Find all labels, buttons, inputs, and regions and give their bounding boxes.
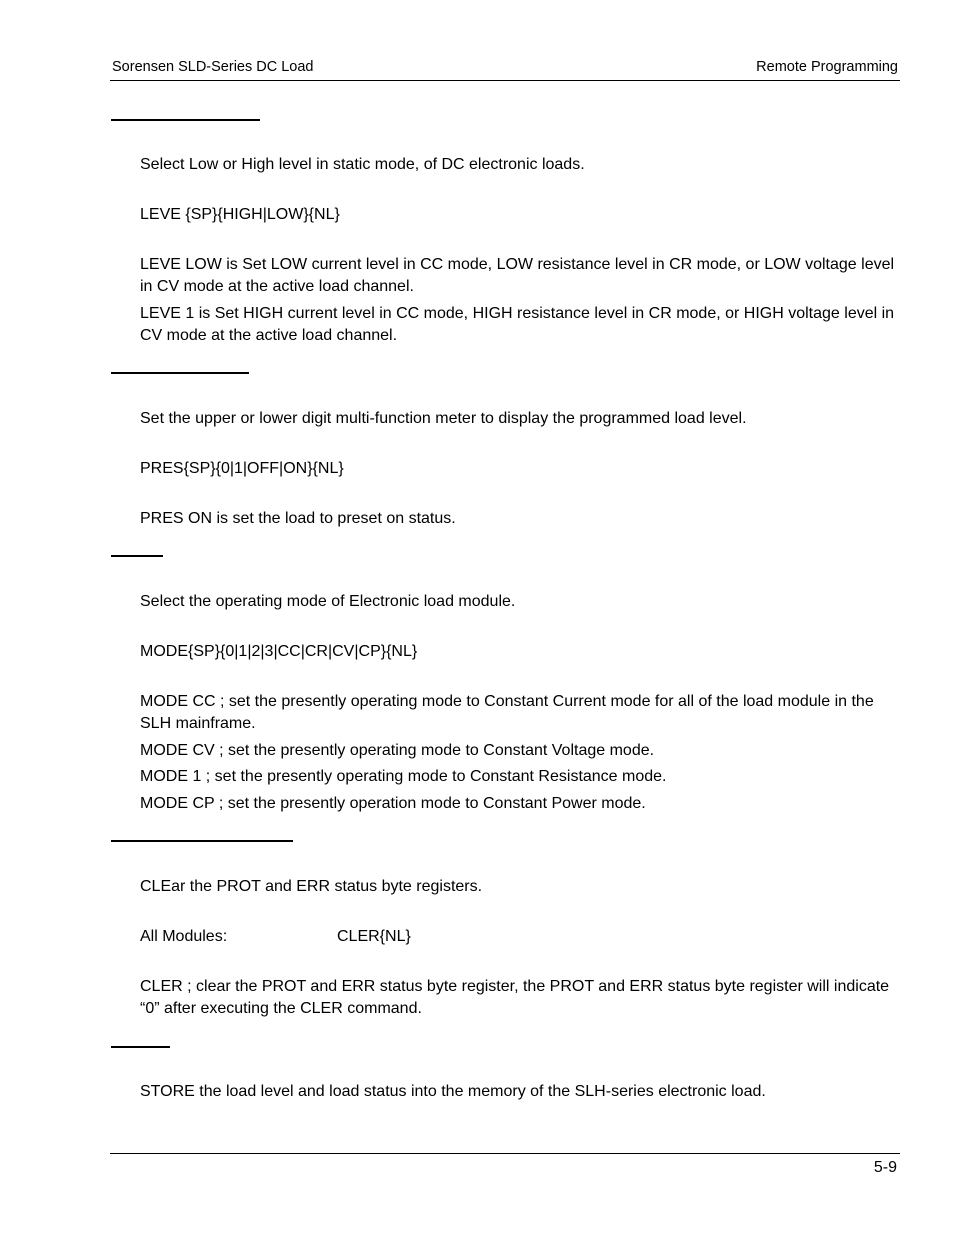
syntax-text: PRES{SP}{0|1|OFF|ON}{NL}: [140, 460, 344, 477]
purpose-text: CLEar the PROT and ERR status byte registers.: [140, 878, 483, 895]
purpose-text: Select the operating mode of Electronic load module.: [140, 593, 516, 610]
footer-rule: [110, 1153, 900, 1154]
section-heading-underline: [111, 1046, 170, 1048]
purpose-text: Select Low or High level in static mode, of DC electronic loads.: [140, 156, 585, 173]
syntax-text: MODE{SP}{0|1|2|3|CC|CR|CV|CP}{NL}: [140, 643, 418, 660]
header-rule: [110, 80, 900, 81]
description-text: LEVE 1 is Set HIGH current level in CC mode, HIGH resistance level in CR mode, or HIGH voltage level in CV mode at the active load channel.: [140, 305, 895, 344]
page-number: 5-9: [873, 1159, 897, 1176]
purpose-text: Set the upper or lower digit multi-function meter to display the programmed load level.: [140, 410, 747, 427]
purpose-text: STORE the load level and load status into the memory of the SLH-series electronic load.: [140, 1083, 766, 1100]
description-text: MODE CC ; set the presently operating mode to Constant Current mode for all of the load module in the SLH mainframe.: [140, 693, 874, 732]
syntax-text: CLER{NL}: [337, 928, 411, 945]
section-heading-underline: [111, 372, 249, 374]
header-right-title: Remote Programming: [756, 59, 898, 75]
description-text: CLER ; clear the PROT and ERR status byte register, the PROT and ERR status byte register will indicate “0” after executing the CLER command.: [140, 978, 890, 1017]
description-text: MODE CP ; set the presently operation mode to Constant Power mode.: [140, 795, 646, 812]
section-heading-underline: [111, 119, 260, 121]
description-text: MODE CV ; set the presently operating mode to Constant Voltage mode.: [140, 742, 655, 759]
section-heading-underline: [111, 555, 163, 557]
section-heading-underline: [111, 840, 293, 842]
description-text: LEVE LOW is Set LOW current level in CC mode, LOW resistance level in CR mode, or LOW voltage level in CV mode at the active load channel.: [140, 256, 895, 295]
header-left-title: Sorensen SLD-Series DC Load: [112, 59, 314, 75]
syntax-label: All Modules:: [140, 928, 228, 945]
description-text: MODE 1 ; set the presently operating mode to Constant Resistance mode.: [140, 768, 667, 785]
syntax-text: LEVE {SP}{HIGH|LOW}{NL}: [140, 206, 340, 223]
description-text: PRES ON is set the load to preset on status.: [140, 510, 456, 527]
